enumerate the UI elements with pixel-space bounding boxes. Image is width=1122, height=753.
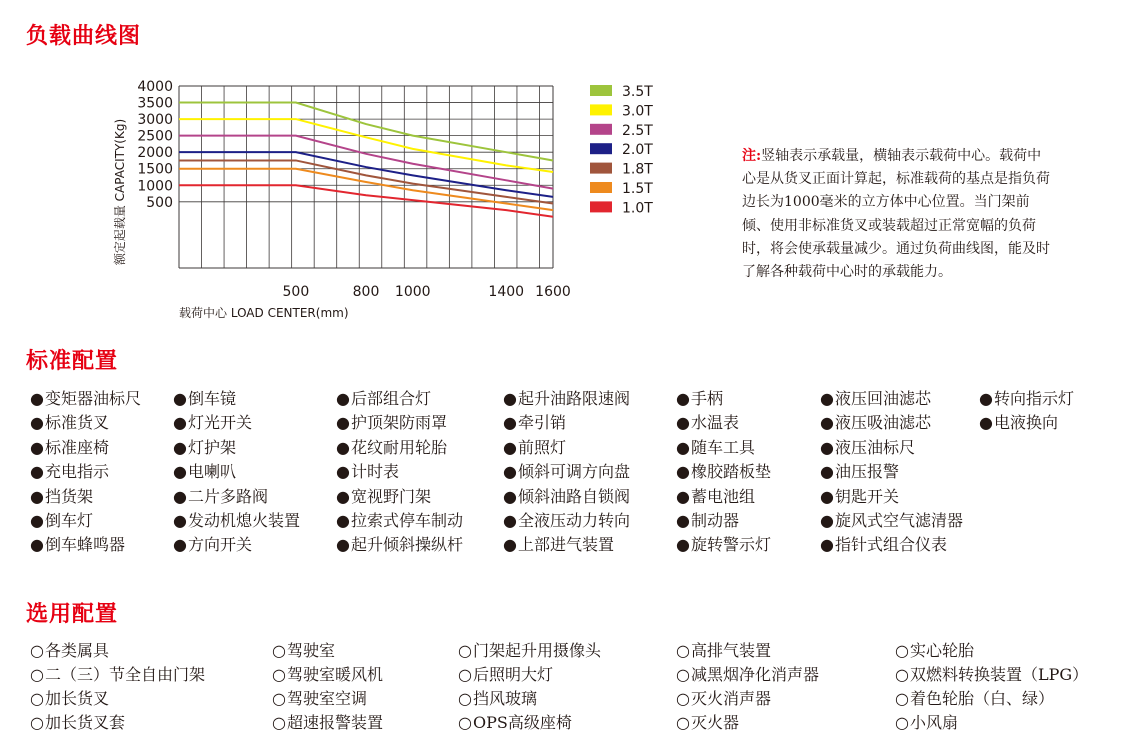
y-tick-label: 2000 bbox=[137, 145, 173, 162]
optional-config-item bbox=[895, 689, 1054, 709]
standard-config-marker: ● bbox=[503, 535, 517, 555]
optional-config-label: 驾驶室空调 bbox=[286, 689, 367, 708]
standard-config-item bbox=[503, 511, 630, 531]
standard-config-item bbox=[979, 389, 1074, 409]
optional-config-item bbox=[458, 641, 601, 661]
optional-config-marker: ○ bbox=[458, 689, 472, 708]
optional-config-label: 灭火器 bbox=[690, 713, 739, 732]
legend-swatch-1.0T bbox=[590, 201, 612, 212]
standard-config-marker: ● bbox=[173, 511, 187, 530]
optional-config-label: OPS高级座椅 bbox=[472, 713, 572, 732]
optional-config-label: 实心轮胎 bbox=[909, 641, 974, 660]
standard-config-label: 手柄 bbox=[690, 389, 723, 408]
optional-config-marker: ○ bbox=[272, 689, 286, 708]
optional-config-marker: ○ bbox=[458, 641, 472, 660]
chart-series bbox=[179, 103, 553, 217]
chart-grid bbox=[179, 86, 553, 268]
x-tick-label: 800 bbox=[352, 284, 380, 300]
standard-config-label: 护顶架防雨罩 bbox=[350, 413, 447, 433]
standard-config-item bbox=[336, 389, 431, 409]
standard-config-label: 旋风式空气滤清器 bbox=[834, 511, 963, 530]
standard-config-label: 液压吸油滤芯 bbox=[834, 413, 931, 433]
standard-config-marker: ● bbox=[336, 413, 350, 433]
standard-config-item bbox=[676, 438, 755, 458]
optional-config-item bbox=[30, 713, 125, 733]
standard-config-marker: ● bbox=[30, 511, 44, 530]
optional-config-item bbox=[895, 641, 974, 661]
standard-config-label: 花纹耐用轮胎 bbox=[350, 437, 447, 457]
standard-config-marker: ● bbox=[173, 462, 187, 482]
optional-config-item bbox=[895, 713, 958, 733]
legend-label-2.5T: 2.5T bbox=[622, 122, 653, 139]
standard-config-marker: ● bbox=[979, 389, 993, 408]
standard-config-item bbox=[503, 438, 566, 458]
standard-config-label: 发动机熄火装置 bbox=[187, 511, 300, 530]
series-line-2.5T bbox=[179, 136, 553, 189]
optional-config-item bbox=[676, 713, 739, 733]
optional-config-item bbox=[676, 689, 771, 709]
x-tick-label: 1600 bbox=[535, 284, 571, 300]
standard-config-label: 标准座椅 bbox=[44, 437, 109, 457]
standard-config-item bbox=[173, 389, 236, 409]
optional-config-label: 加长货叉套 bbox=[44, 713, 125, 732]
y-tick-label: 2500 bbox=[137, 128, 173, 145]
standard-config-marker: ● bbox=[336, 535, 350, 555]
standard-config-item bbox=[173, 438, 236, 458]
optional-config-item bbox=[30, 641, 109, 661]
standard-config-marker: ● bbox=[820, 486, 834, 506]
load-curve-chart bbox=[0, 0, 760, 330]
standard-config-label: 倒车灯 bbox=[44, 511, 93, 530]
optional-config-label: 挡风玻璃 bbox=[472, 689, 537, 708]
standard-config-label: 宽视野门架 bbox=[350, 486, 431, 506]
standard-config-item bbox=[503, 413, 566, 433]
optional-config-label: 灭火消声器 bbox=[690, 689, 771, 708]
standard-config-item bbox=[820, 413, 931, 433]
standard-config-item bbox=[30, 438, 109, 458]
standard-config-item bbox=[173, 511, 300, 531]
standard-config-item bbox=[30, 413, 109, 433]
standard-config-marker: ● bbox=[820, 389, 834, 408]
chart-legend bbox=[590, 84, 653, 216]
legend-label-3.0T: 3.0T bbox=[622, 103, 653, 120]
standard-config-marker: ● bbox=[503, 389, 517, 408]
standard-config-label: 计时表 bbox=[350, 462, 399, 482]
x-axis-title: 载荷中心 LOAD CENTER(mm) bbox=[179, 306, 349, 320]
chart-section-title: 负载曲线图 bbox=[26, 24, 142, 49]
y-tick-label: 1500 bbox=[137, 161, 173, 178]
standard-config-label: 灯光开关 bbox=[187, 413, 252, 433]
standard-config-marker: ● bbox=[173, 486, 187, 506]
optional-config-item bbox=[272, 665, 383, 685]
optional-config-item bbox=[895, 665, 1088, 685]
standard-config-label: 灯护架 bbox=[187, 437, 236, 457]
y-tick-label: 3500 bbox=[137, 95, 173, 112]
standard-config-label: 钥匙开关 bbox=[834, 486, 899, 506]
standard-config-label: 液压回油滤芯 bbox=[834, 389, 931, 408]
optional-config-marker: ○ bbox=[676, 689, 690, 708]
standard-config-item bbox=[820, 487, 899, 507]
optional-config-label: 二（三）节全自由门架 bbox=[44, 665, 205, 684]
standard-config-item bbox=[676, 511, 739, 531]
standard-config-item bbox=[676, 535, 771, 555]
standard-config-item bbox=[820, 462, 899, 482]
optional-config-marker: ○ bbox=[895, 641, 909, 660]
optional-config-marker: ○ bbox=[895, 713, 909, 732]
series-line-1.0T bbox=[179, 185, 553, 216]
standard-config-marker: ● bbox=[30, 413, 44, 433]
y-axis-title: 额定起载量 CAPACITY(Kg) bbox=[113, 118, 127, 266]
standard-config-label: 二片多路阀 bbox=[187, 486, 268, 506]
standard-config-item bbox=[173, 535, 252, 555]
standard-config-marker: ● bbox=[676, 413, 690, 433]
standard-config-label: 方向开关 bbox=[187, 535, 252, 555]
standard-config-marker: ● bbox=[336, 462, 350, 482]
standard-config-marker: ● bbox=[676, 535, 690, 555]
standard-config-item bbox=[820, 535, 947, 555]
legend-label-1.8T: 1.8T bbox=[622, 161, 653, 178]
standard-config-label: 拉索式停车制动 bbox=[350, 511, 463, 530]
standard-config-label: 油压报警 bbox=[834, 462, 899, 482]
standard-config-marker: ● bbox=[173, 413, 187, 433]
optional-config-marker: ○ bbox=[676, 713, 690, 732]
standard-config-marker: ● bbox=[676, 437, 690, 457]
standard-config-label: 上部进气装置 bbox=[517, 535, 614, 555]
standard-config-item bbox=[503, 487, 630, 507]
note-text: 竖轴表示承载量，横轴表示载荷中心。载荷中心是从货叉正面计算起，标准载荷的基点是指负荷边长为1000毫米的立方体中心位置。当门架前倾、使用非标准货叉或装载超过正常宽幅的负荷时，将会使承载量减少。通过负荷曲线图，能及时了解各种载荷中心时的承载能力。 bbox=[742, 148, 1050, 281]
optional-config-marker: ○ bbox=[676, 665, 690, 684]
standard-config-item bbox=[336, 487, 431, 507]
standard-config-label: 倒车镜 bbox=[187, 389, 236, 408]
optional-config-item bbox=[30, 665, 205, 685]
standard-config-label: 倒车蜂鸣器 bbox=[44, 535, 125, 555]
optional-config-marker: ○ bbox=[30, 641, 44, 660]
standard-config-marker: ● bbox=[676, 511, 690, 530]
legend-swatch-2.0T bbox=[590, 143, 612, 154]
optional-config-label: 双燃料转换装置（LPG） bbox=[909, 665, 1089, 684]
standard-config-marker: ● bbox=[30, 462, 44, 482]
optional-config-label: 着色轮胎（白、绿） bbox=[909, 689, 1054, 708]
standard-config-marker: ● bbox=[173, 437, 187, 457]
standard-config-item bbox=[676, 413, 739, 433]
standard-config-item bbox=[173, 487, 268, 507]
standard-config-label: 液压油标尺 bbox=[834, 437, 915, 457]
standard-config-item bbox=[30, 487, 93, 507]
optional-config-marker: ○ bbox=[30, 665, 44, 684]
standard-config-marker: ● bbox=[820, 437, 834, 457]
optional-config-marker: ○ bbox=[272, 641, 286, 660]
standard-config-marker: ● bbox=[979, 413, 993, 433]
optional-config-item bbox=[458, 713, 572, 733]
standard-section-title: 标准配置 bbox=[26, 349, 119, 374]
standard-config-label: 水温表 bbox=[690, 413, 739, 433]
standard-config-marker: ● bbox=[30, 535, 44, 555]
optional-config-label: 各类属具 bbox=[44, 641, 109, 660]
standard-config-item bbox=[30, 389, 141, 409]
standard-config-marker: ● bbox=[336, 389, 350, 408]
standard-config-label: 随车工具 bbox=[690, 437, 755, 457]
standard-config-marker: ● bbox=[503, 437, 517, 457]
optional-config-label: 驾驶室 bbox=[286, 641, 335, 660]
x-tick-label: 1400 bbox=[488, 284, 525, 300]
optional-config-marker: ○ bbox=[30, 689, 44, 708]
standard-config-marker: ● bbox=[503, 486, 517, 506]
standard-config-item bbox=[336, 438, 447, 458]
optional-config-item bbox=[676, 665, 819, 685]
standard-config-marker: ● bbox=[820, 535, 834, 555]
standard-config-marker: ● bbox=[676, 462, 690, 482]
standard-config-label: 挡货架 bbox=[44, 486, 93, 506]
standard-config-label: 后部组合灯 bbox=[350, 389, 431, 408]
standard-config-item bbox=[820, 389, 931, 409]
optional-config-item bbox=[458, 665, 553, 685]
standard-config-marker: ● bbox=[336, 437, 350, 457]
optional-config-marker: ○ bbox=[272, 665, 286, 684]
standard-config-item bbox=[30, 462, 109, 482]
series-line-3.0T bbox=[179, 119, 553, 172]
standard-config-label: 倾斜油路自锁阀 bbox=[517, 486, 630, 506]
standard-config-label: 倾斜可调方向盘 bbox=[517, 462, 630, 482]
optional-config-item bbox=[272, 641, 335, 661]
standard-config-label: 指针式组合仪表 bbox=[834, 535, 947, 555]
standard-config-label: 转向指示灯 bbox=[993, 389, 1074, 408]
optional-section-title: 选用配置 bbox=[26, 602, 119, 627]
standard-config-label: 橡胶踏板垫 bbox=[690, 462, 771, 482]
standard-config-item bbox=[336, 535, 463, 555]
standard-config-item bbox=[336, 462, 399, 482]
optional-config-label: 高排气装置 bbox=[690, 641, 771, 660]
optional-config-item bbox=[30, 689, 109, 709]
chart-note bbox=[742, 145, 1052, 284]
x-axis-ticks bbox=[283, 284, 571, 300]
standard-config-label: 电液换向 bbox=[993, 413, 1058, 433]
optional-config-item bbox=[458, 689, 537, 709]
standard-config-item bbox=[820, 511, 963, 531]
standard-config-item bbox=[820, 438, 915, 458]
standard-config-marker: ● bbox=[503, 462, 517, 482]
standard-config-marker: ● bbox=[820, 462, 834, 482]
standard-config-marker: ● bbox=[30, 486, 44, 506]
standard-config-marker: ● bbox=[676, 389, 690, 408]
optional-config-marker: ○ bbox=[272, 713, 286, 732]
standard-config-item bbox=[503, 535, 614, 555]
standard-config-item bbox=[30, 511, 93, 531]
standard-config-marker: ● bbox=[336, 511, 350, 530]
optional-config-marker: ○ bbox=[676, 641, 690, 660]
standard-config-item bbox=[503, 389, 630, 409]
optional-config-marker: ○ bbox=[458, 713, 472, 732]
note-label: 注: bbox=[742, 148, 762, 164]
standard-config-label: 牵引销 bbox=[517, 413, 566, 433]
standard-config-item bbox=[173, 413, 252, 433]
standard-config-marker: ● bbox=[173, 389, 187, 408]
standard-config-label: 变矩器油标尺 bbox=[44, 389, 141, 408]
optional-config-item bbox=[272, 713, 383, 733]
standard-config-label: 起升油路限速阀 bbox=[517, 389, 630, 408]
standard-config-item bbox=[173, 462, 236, 482]
optional-config-item bbox=[676, 641, 771, 661]
standard-config-marker: ● bbox=[336, 486, 350, 506]
standard-config-item bbox=[676, 462, 771, 482]
optional-config-label: 门架起升用摄像头 bbox=[472, 641, 601, 660]
standard-config-label: 制动器 bbox=[690, 511, 739, 530]
standard-config-item bbox=[979, 413, 1058, 433]
optional-config-marker: ○ bbox=[458, 665, 472, 684]
standard-config-item bbox=[30, 535, 125, 555]
y-tick-label: 500 bbox=[146, 194, 173, 211]
standard-config-label: 蓄电池组 bbox=[690, 486, 755, 506]
standard-config-item bbox=[336, 413, 447, 433]
x-tick-label: 1000 bbox=[394, 284, 431, 300]
optional-config-item bbox=[272, 689, 367, 709]
y-axis-ticks bbox=[137, 79, 173, 211]
standard-config-marker: ● bbox=[820, 511, 834, 530]
standard-config-item bbox=[336, 511, 463, 531]
legend-label-2.0T: 2.0T bbox=[622, 142, 653, 159]
y-tick-label: 4000 bbox=[137, 79, 173, 95]
standard-config-label: 全液压动力转向 bbox=[517, 511, 630, 530]
y-tick-label: 3000 bbox=[137, 112, 173, 129]
optional-config-marker: ○ bbox=[895, 665, 909, 684]
legend-swatch-1.8T bbox=[590, 163, 612, 174]
optional-config-label: 超速报警装置 bbox=[286, 713, 383, 732]
legend-swatch-2.5T bbox=[590, 124, 612, 135]
standard-config-marker: ● bbox=[173, 535, 187, 555]
x-tick-label: 500 bbox=[282, 284, 310, 300]
legend-label-1.0T: 1.0T bbox=[622, 200, 653, 217]
legend-label-3.5T: 3.5T bbox=[622, 84, 653, 100]
standard-config-item bbox=[503, 462, 630, 482]
legend-label-1.5T: 1.5T bbox=[622, 181, 653, 197]
optional-config-label: 驾驶室暖风机 bbox=[286, 665, 383, 684]
standard-config-item bbox=[676, 389, 723, 409]
standard-config-marker: ● bbox=[503, 413, 517, 433]
optional-config-label: 减黑烟净化消声器 bbox=[690, 665, 819, 684]
standard-config-label: 前照灯 bbox=[517, 437, 566, 457]
y-tick-label: 1000 bbox=[137, 178, 173, 195]
optional-config-label: 小风扇 bbox=[909, 713, 958, 732]
standard-config-marker: ● bbox=[30, 437, 44, 457]
legend-swatch-3.5T bbox=[590, 85, 612, 96]
legend-swatch-1.5T bbox=[590, 182, 612, 193]
standard-config-marker: ● bbox=[30, 389, 44, 408]
legend-swatch-3.0T bbox=[590, 104, 612, 115]
standard-config-marker: ● bbox=[676, 486, 690, 506]
optional-config-label: 加长货叉 bbox=[44, 689, 109, 708]
standard-config-label: 电喇叭 bbox=[187, 462, 236, 482]
standard-config-label: 起升倾斜操纵杆 bbox=[350, 535, 463, 555]
optional-config-marker: ○ bbox=[30, 713, 44, 732]
standard-config-label: 标准货叉 bbox=[44, 413, 109, 433]
optional-config-label: 后照明大灯 bbox=[472, 665, 553, 684]
standard-config-item bbox=[676, 487, 755, 507]
optional-config-marker: ○ bbox=[895, 689, 909, 708]
standard-config-label: 充电指示 bbox=[44, 462, 109, 482]
standard-config-marker: ● bbox=[820, 413, 834, 433]
standard-config-marker: ● bbox=[503, 511, 517, 530]
standard-config-label: 旋转警示灯 bbox=[690, 535, 771, 555]
